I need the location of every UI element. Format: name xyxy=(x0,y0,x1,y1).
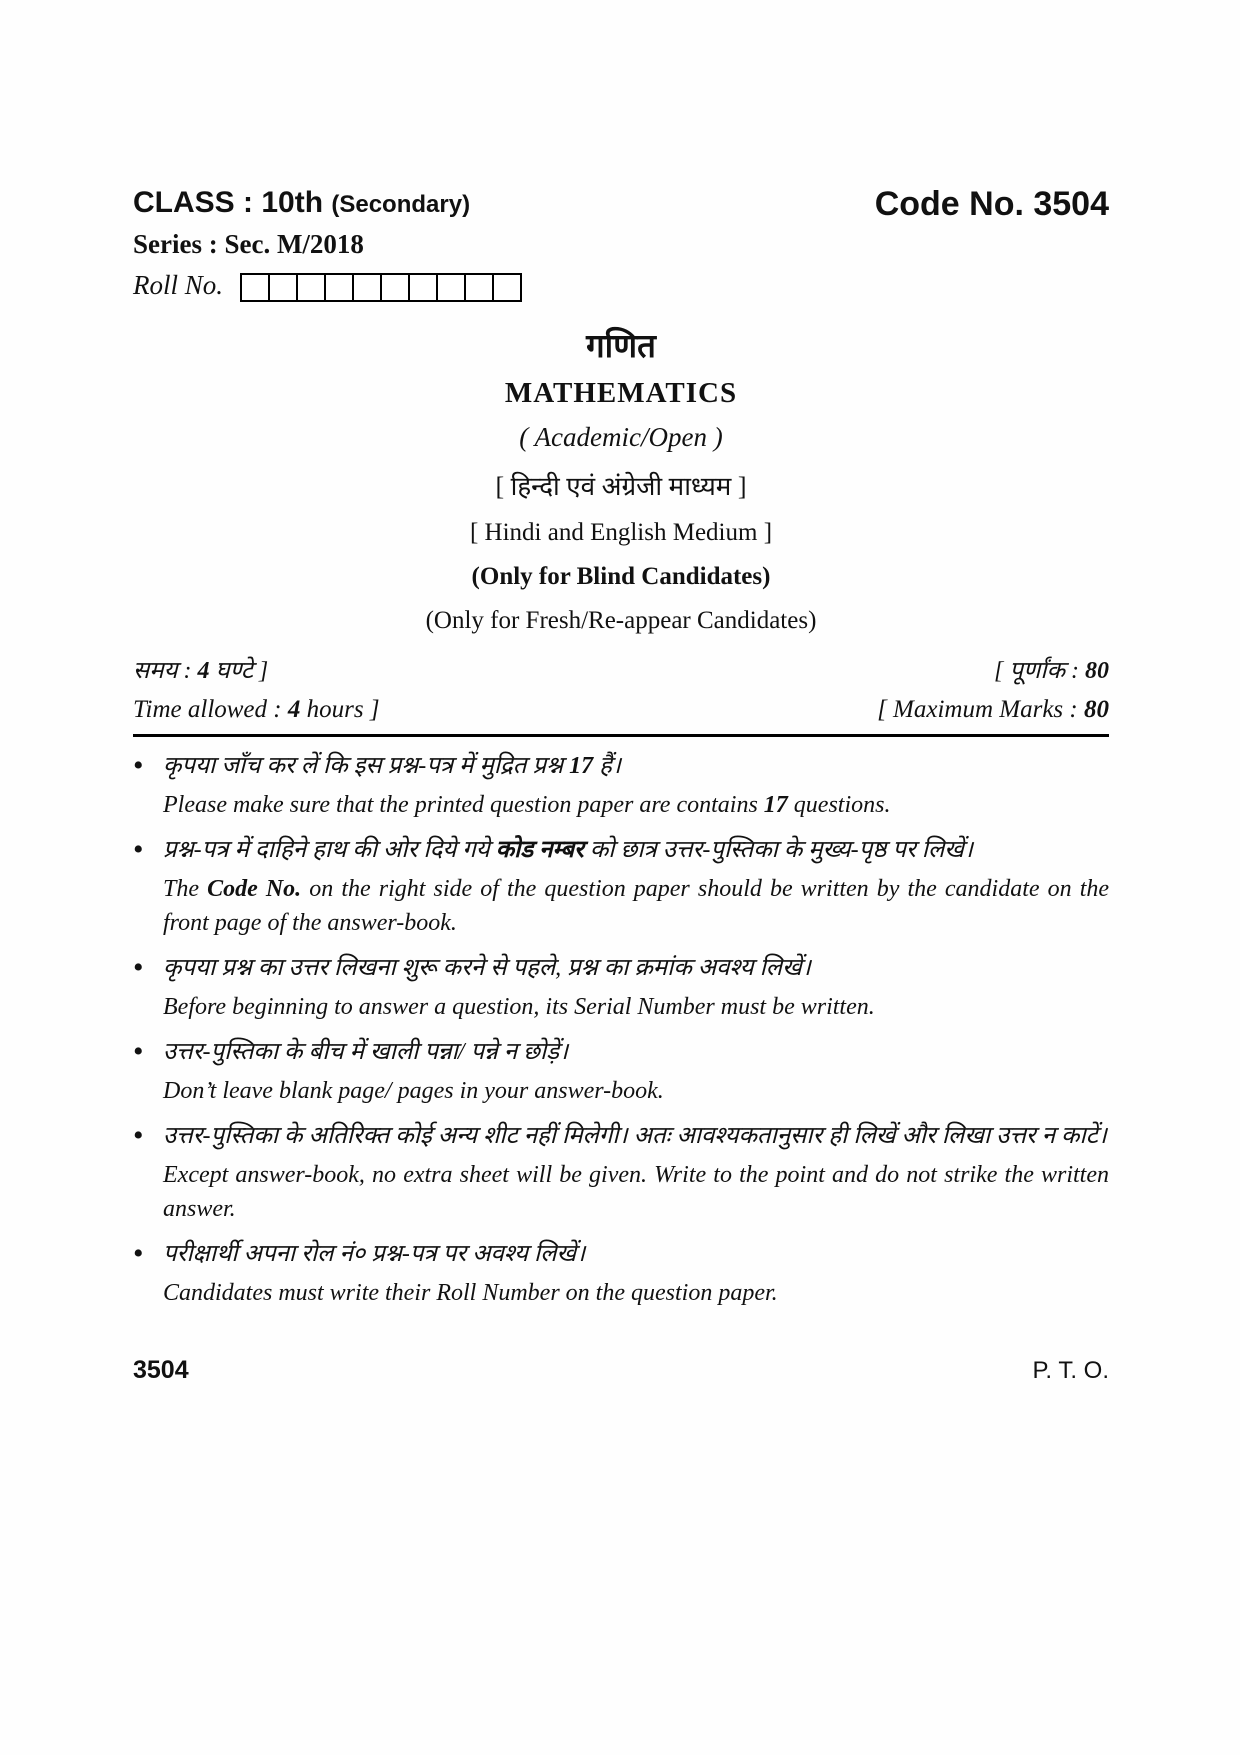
time-hindi-pre: समय : xyxy=(133,658,198,685)
instruction-item xyxy=(133,951,1109,1024)
roll-cell xyxy=(268,273,298,302)
fresh-candidates-note: (Only for Fresh/Re-appear Candidates) xyxy=(425,607,817,635)
roll-number-row xyxy=(133,270,1109,302)
page-content xyxy=(133,186,1109,1385)
instruction-item xyxy=(133,749,1109,822)
instruction-hindi: उत्तर-पुस्तिका के बीच में खाली पन्ना/ पन्ने न छोड़ें। xyxy=(163,1039,569,1066)
bullet-icon: • xyxy=(133,1119,144,1153)
marks-hindi-value: 80 xyxy=(1085,658,1109,685)
instruction-english: Candidates must write their Roll Number on the question paper. xyxy=(163,1280,778,1307)
medium-note-english: [ Hindi and English Medium ] xyxy=(469,519,773,547)
instruction-item xyxy=(133,833,1109,940)
time-english-pre: Time allowed : xyxy=(133,696,288,724)
marks-english-value: 80 xyxy=(1084,696,1109,724)
roll-cell xyxy=(492,273,522,302)
time-hindi-post: घण्टे ] xyxy=(209,658,269,685)
instruction-english: The Code No. on the right side of the question paper should be written by the candidate on the front page of the answer-book. xyxy=(163,876,1110,937)
roll-cell xyxy=(324,273,354,302)
subject-title-hindi: गणित xyxy=(586,329,656,366)
roll-cell xyxy=(436,273,466,302)
roll-cell xyxy=(296,273,326,302)
roll-cell xyxy=(352,273,382,302)
title-block xyxy=(133,322,1109,635)
blind-candidates-note: (Only for Blind Candidates) xyxy=(471,563,771,591)
instructions-list xyxy=(133,749,1109,1310)
bullet-icon: • xyxy=(133,1035,144,1069)
medium-note-hindi: [ हिन्दी एवं अंग्रेजी माध्यम ] xyxy=(495,472,747,502)
class-main-text: CLASS : 10th xyxy=(133,186,332,219)
footer-pto: P. T. O. xyxy=(1032,1357,1109,1385)
instruction-hindi: कृपया जाँच कर लें कि इस प्रश्न-पत्र में मुद्रित प्रश्न 17 हैं। xyxy=(163,753,621,780)
instruction-english: Except answer-book, no extra sheet will be given. Write to the point and do not strike the written answer. xyxy=(163,1162,1109,1223)
roll-number-grid xyxy=(240,273,522,302)
instruction-hindi: प्रश्न-पत्र में दाहिने हाथ की ओर दिये गये कोड नम्बर को छात्र उत्तर-पुस्तिका के मुख्य-पृष्ठ पर लिखें। xyxy=(163,837,974,864)
time-english-post: hours ] xyxy=(300,696,380,724)
time-allowed-hindi xyxy=(133,653,268,686)
instruction-hindi: परीक्षार्थी अपना रोल नं० प्रश्न-पत्र पर अवश्य लिखें। xyxy=(163,1241,586,1268)
subject-title-english: MATHEMATICS xyxy=(504,377,738,410)
bullet-icon: • xyxy=(133,749,144,783)
header xyxy=(133,186,1109,223)
bullet-icon: • xyxy=(133,833,144,867)
roll-cell xyxy=(380,273,410,302)
instruction-english: Don’t leave blank page/ pages in your answer-book. xyxy=(163,1078,664,1105)
roll-number-label: Roll No. xyxy=(133,270,224,301)
instruction-english: Before beginning to answer a question, its Serial Number must be written. xyxy=(163,994,875,1021)
divider-rule xyxy=(133,734,1109,737)
time-english-value: 4 xyxy=(287,696,301,724)
class-label xyxy=(133,186,470,220)
max-marks-hindi xyxy=(994,653,1109,686)
instruction-item xyxy=(133,1237,1109,1310)
code-number: Code No. 3504 xyxy=(874,185,1109,223)
marks-english-pre: [ Maximum Marks : xyxy=(877,696,1084,724)
roll-cell xyxy=(408,273,438,302)
time-marks-english-row xyxy=(133,696,1109,724)
bullet-icon: • xyxy=(133,1237,144,1271)
series-label: Series : Sec. M/2018 xyxy=(133,229,364,260)
footer xyxy=(133,1356,1109,1385)
bullet-icon: • xyxy=(133,951,144,985)
instruction-english: Please make sure that the printed question paper are contains 17 questions. xyxy=(163,792,891,819)
stream-note: ( Academic/Open ) xyxy=(519,422,723,453)
instruction-hindi: कृपया प्रश्न का उत्तर लिखना शुरू करने से पहले, प्रश्न का क्रमांक अवश्य लिखें। xyxy=(163,955,811,982)
time-allowed-english xyxy=(133,696,380,724)
max-marks-english xyxy=(877,696,1109,724)
instruction-item xyxy=(133,1119,1109,1226)
roll-cell xyxy=(464,273,494,302)
marks-hindi-pre: [ पूर्णांक : xyxy=(994,658,1085,685)
footer-code: 3504 xyxy=(133,1356,189,1385)
time-hindi-value: 4 xyxy=(197,658,210,685)
roll-cell xyxy=(240,273,270,302)
instruction-item xyxy=(133,1035,1109,1108)
time-marks-hindi-row xyxy=(133,653,1109,686)
class-sub-text: (Secondary) xyxy=(331,191,471,218)
instruction-hindi: उत्तर-पुस्तिका के अतिरिक्त कोई अन्य शीट नहीं मिलेगी। अतः आवश्यकतानुसार ही लिखें और लिखा उत्तर न काटें। xyxy=(163,1123,1107,1150)
